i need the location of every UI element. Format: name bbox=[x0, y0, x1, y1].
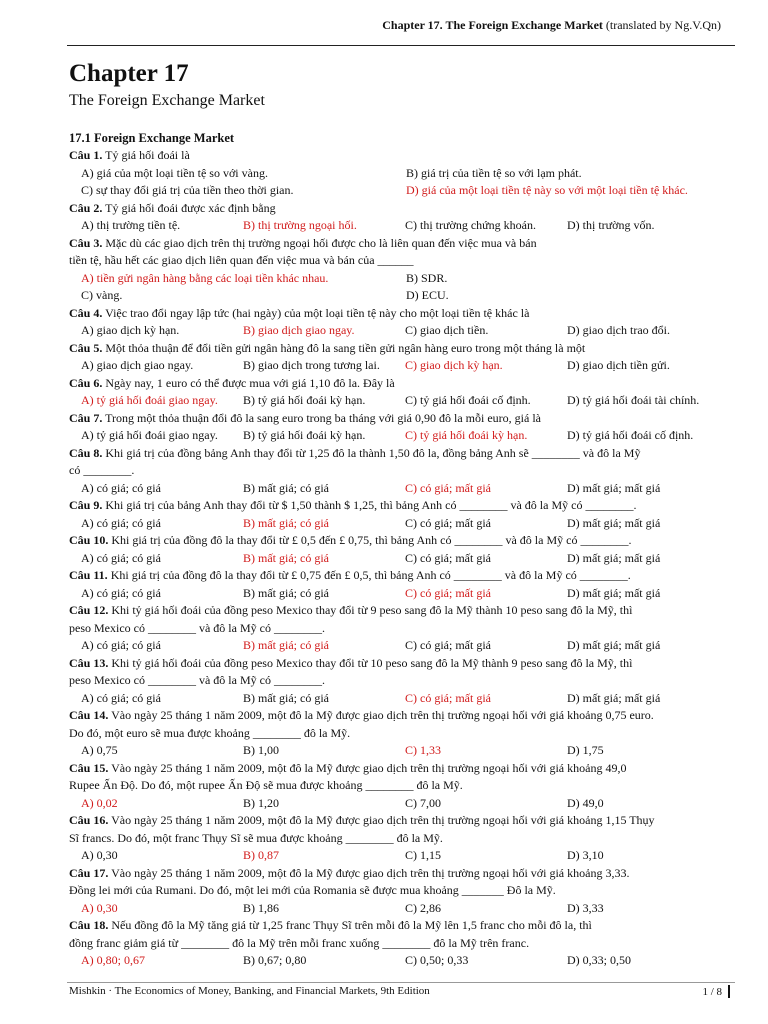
answer-option: B) mất giá; có giá bbox=[243, 480, 329, 495]
footer-rule bbox=[67, 982, 735, 983]
question-text: Khi giá trị của bảng Anh thay đổi từ $ 1,50 thành $ 1,25, thì bảng Anh có ________ và đô la Mỹ có ________. bbox=[105, 498, 637, 512]
question-stem bbox=[69, 410, 739, 428]
question-block bbox=[69, 865, 739, 918]
question-text-continued: peso Mexico có ________ và đô la Mỹ có ________. bbox=[69, 620, 325, 635]
answer-option-correct: C) có giá; mất giá bbox=[405, 480, 491, 495]
answer-option-correct: A) tiền gửi ngân hàng bằng các loại tiền khác nhau. bbox=[81, 270, 329, 285]
question-stem bbox=[69, 147, 739, 165]
answer-option: D) ECU. bbox=[406, 288, 449, 302]
question-stem bbox=[69, 655, 739, 673]
page-number: 1 / 8 bbox=[702, 985, 722, 998]
question-label: Câu 16. bbox=[69, 813, 109, 827]
question-label: Câu 15. bbox=[69, 760, 109, 775]
answer-option: D) mất giá; mất giá bbox=[567, 690, 661, 705]
running-header bbox=[382, 18, 721, 33]
question-block bbox=[69, 655, 739, 708]
answer-options bbox=[69, 270, 739, 305]
question-block bbox=[69, 200, 739, 235]
question-block bbox=[69, 532, 739, 567]
footer-book-title: Mishkin · The Economics of Money, Banking, and Financial Markets, 9th Edition bbox=[69, 985, 430, 997]
section-heading: 17.1 Foreign Exchange Market bbox=[69, 131, 235, 145]
answer-options bbox=[69, 392, 739, 410]
answer-options bbox=[69, 900, 739, 918]
question-stem bbox=[69, 532, 739, 550]
answer-options bbox=[69, 847, 739, 865]
question-block bbox=[69, 410, 739, 445]
answer-option-correct: A) 0,80; 0,67 bbox=[81, 953, 145, 967]
question-stem bbox=[69, 200, 739, 218]
question-label: Câu 2. bbox=[69, 200, 103, 215]
question-label: Câu 9. bbox=[69, 498, 103, 512]
answer-option: D) tỷ giá hối đoái cố định. bbox=[567, 428, 694, 442]
question-text: Tỷ giá hối đoái là bbox=[105, 148, 190, 162]
answer-option: C) 0,50; 0,33 bbox=[405, 953, 469, 967]
answer-options bbox=[69, 585, 739, 603]
answer-option: C) thị trường chứng khoán. bbox=[405, 218, 537, 232]
answer-option: B) tỷ giá hối đoái kỳ hạn. bbox=[243, 428, 366, 442]
question-label: Câu 11. bbox=[69, 568, 108, 582]
question-text: Nếu đồng đô la Mỹ tăng giá từ 1,25 franc Thụy Sĩ trên mỗi đô la Mỹ lên 1,5 franc cho mỗi đô la, thì bbox=[111, 918, 592, 932]
question-block bbox=[69, 567, 739, 602]
answer-option: C) sự thay đổi giá trị của tiền theo thời gian. bbox=[81, 183, 294, 197]
question-text: Vào ngày 25 tháng 1 năm 2009, một đô la Mỹ được giao dịch trên thị trường ngoại hối với giá khoảng 49,0 bbox=[111, 760, 627, 775]
question-label: Câu 13. bbox=[69, 655, 109, 670]
question-block bbox=[69, 602, 739, 655]
answer-option: C) có giá; mất giá bbox=[405, 638, 491, 652]
question-stem bbox=[69, 497, 739, 515]
question-text: Trong một thỏa thuận đổi đô la sang euro trong ba tháng với giá 0,90 đô la mỗi euro, giá là bbox=[105, 410, 541, 425]
question-label: Câu 5. bbox=[69, 340, 103, 355]
answer-option: A) 0,75 bbox=[81, 743, 118, 757]
question-label: Câu 7. bbox=[69, 410, 103, 425]
answer-option: D) mất giá; mất giá bbox=[567, 480, 661, 495]
answer-option: B) 1,86 bbox=[243, 900, 279, 915]
footer-page bbox=[702, 985, 730, 998]
answer-option: B) mất giá; có giá bbox=[243, 690, 329, 705]
question-text-continued: Do đó, một euro sẽ mua được khoảng ________ đô la Mỹ. bbox=[69, 725, 351, 740]
answer-options bbox=[69, 165, 739, 200]
answer-option: C) 1,15 bbox=[405, 848, 441, 862]
question-label: Câu 1. bbox=[69, 148, 103, 162]
question-stem bbox=[69, 375, 739, 393]
answer-option: C) giao dịch tiền. bbox=[405, 323, 489, 337]
answer-option: A) có giá; có giá bbox=[81, 515, 161, 530]
chapter-number: Chapter 17 bbox=[69, 60, 189, 87]
answer-options bbox=[69, 322, 739, 340]
answer-option: A) tỷ giá hối đoái giao ngay. bbox=[81, 428, 218, 442]
answer-option: D) mất giá; mất giá bbox=[567, 515, 661, 530]
question-text-continued: đồng franc giảm giá từ ________ đô la Mỹ trên mỗi franc xuống ________ đô la Mỹ trên franc. bbox=[69, 935, 530, 950]
question-block bbox=[69, 917, 739, 970]
question-label: Câu 18. bbox=[69, 918, 109, 932]
question-text: Vào ngày 25 tháng 1 năm 2009, một đô la Mỹ được giao dịch trên thị trường ngoại hối với giá khoảng 0,75 euro. bbox=[111, 708, 654, 722]
question-text-continued: Rupee Ấn Độ. Do đó, một rupee Ấn Độ sẽ mua được khoảng ________ đô la Mỹ. bbox=[69, 778, 463, 792]
question-text: Vào ngày 25 tháng 1 năm 2009, một đô la Mỹ được giao dịch trên thị trường ngoại hối với giá khoảng 1,15 Thụy bbox=[111, 813, 655, 827]
answer-option: D) giao dịch trao đổi. bbox=[567, 323, 670, 337]
answer-option: A) giao dịch giao ngay. bbox=[81, 358, 194, 372]
answer-option: D) 3,10 bbox=[567, 848, 604, 862]
chapter-title: The Foreign Exchange Market bbox=[69, 92, 265, 109]
answer-option: D) mất giá; mất giá bbox=[567, 638, 661, 652]
question-block bbox=[69, 812, 739, 865]
question-text: Vào ngày 25 tháng 1 năm 2009, một đô la Mỹ được giao dịch trên thị trường ngoại hối với giá khoảng 3,33. bbox=[111, 865, 630, 880]
question-stem bbox=[69, 305, 739, 323]
answer-option: A) có giá; có giá bbox=[81, 550, 161, 565]
answer-option-correct: B) 0,87 bbox=[243, 848, 279, 862]
header-rule bbox=[67, 45, 735, 46]
question-block bbox=[69, 147, 739, 200]
answer-option: B) 0,67; 0,80 bbox=[243, 953, 307, 967]
answer-option-correct: C) tỷ giá hối đoái kỳ hạn. bbox=[405, 428, 528, 442]
question-text: Khi tỷ giá hối đoái của đồng peso Mexico thay đổi từ 10 peso sang đô la Mỹ thành 9 peso sang đô la Mỹ, thì bbox=[111, 655, 633, 670]
answer-option: A) có giá; có giá bbox=[81, 585, 161, 600]
answer-option: D) giao dịch tiền gửi. bbox=[567, 358, 670, 372]
answer-option: A) có giá; có giá bbox=[81, 480, 161, 495]
answer-option: C) tỷ giá hối đoái cố định. bbox=[405, 393, 531, 407]
answer-option: C) vàng. bbox=[81, 288, 123, 302]
question-list bbox=[69, 147, 739, 970]
question-text-continued: có ________. bbox=[69, 463, 135, 477]
question-text-continued: peso Mexico có ________ và đô la Mỹ có ________. bbox=[69, 673, 325, 687]
answer-option: D) thị trường vốn. bbox=[567, 218, 655, 232]
answer-option: D) mất giá; mất giá bbox=[567, 585, 661, 600]
question-stem bbox=[69, 812, 739, 830]
question-block bbox=[69, 707, 739, 760]
question-block bbox=[69, 445, 739, 498]
question-block bbox=[69, 305, 739, 340]
question-label: Câu 4. bbox=[69, 305, 103, 320]
question-label: Câu 3. bbox=[69, 235, 103, 250]
question-label: Câu 6. bbox=[69, 375, 103, 390]
question-text-continued: Đồng lei mới của Rumani. Do đó, một lei mới của Romania sẽ được mua khoảng _______ Đô la Mỹ. bbox=[69, 883, 556, 897]
answer-options bbox=[69, 550, 739, 568]
answer-options bbox=[69, 637, 739, 655]
question-text: Khi giá trị của đồng đô la thay đổi từ £ 0,75 đến £ 0,5, thì bảng Anh có ________ và đô la Mỹ có ________. bbox=[110, 568, 631, 582]
answer-options bbox=[69, 795, 739, 813]
question-text-continued: tiền tệ, hầu hết các giao dịch liên quan đến việc mua và bán của ______ bbox=[69, 253, 414, 267]
answer-option: B) tỷ giá hối đoái kỳ hạn. bbox=[243, 393, 366, 407]
question-stem bbox=[69, 340, 739, 358]
answer-option: C) có giá; mất giá bbox=[405, 515, 491, 530]
question-text: Khi tỷ giá hối đoái của đồng peso Mexico thay đổi từ 9 peso sang đô la Mỹ thành 10 peso sang đô la Mỹ, thì bbox=[111, 603, 633, 617]
answer-option: D) tỷ giá hối đoái tài chính. bbox=[567, 393, 700, 407]
question-text: Việc trao đổi ngay lập tức (hai ngày) của một loại tiền tệ này cho một loại tiền tệ khác là bbox=[105, 305, 530, 320]
answer-option: D) 1,75 bbox=[567, 743, 604, 757]
question-block bbox=[69, 235, 739, 305]
answer-option: B) giá trị của tiền tệ so với lạm phát. bbox=[406, 165, 582, 180]
question-text: Một thỏa thuận để đổi tiền gửi ngân hàng đô la sang tiền gửi ngân hàng euro trong một tháng là một bbox=[105, 340, 586, 355]
running-header-title: Chapter 17. The Foreign Exchange Market bbox=[382, 18, 603, 32]
answer-option: B) mất giá; có giá bbox=[243, 585, 329, 600]
question-label: Câu 14. bbox=[69, 708, 109, 722]
answer-option: A) thị trường tiền tệ. bbox=[81, 218, 181, 232]
answer-options bbox=[69, 952, 739, 970]
question-text: Khi giá trị của đồng bảng Anh thay đổi từ 1,25 đô la thành 1,50 đô la, đồng bảng Anh sẽ ________ và đô la Mỹ bbox=[105, 445, 641, 460]
question-stem bbox=[69, 707, 739, 725]
answer-option-correct: C) có giá; mất giá bbox=[405, 690, 491, 705]
answer-option: B) SDR. bbox=[406, 270, 448, 285]
answer-options bbox=[69, 427, 739, 445]
question-text: Tỷ giá hối đoái được xác định bằng bbox=[105, 200, 276, 215]
answer-option-correct: C) có giá; mất giá bbox=[405, 585, 491, 600]
question-text: Ngày nay, 1 euro có thể được mua với giá 1,10 đô la. Đây là bbox=[105, 375, 395, 390]
question-stem bbox=[69, 917, 739, 935]
question-block bbox=[69, 375, 739, 410]
question-stem bbox=[69, 602, 739, 620]
answer-option: C) có giá; mất giá bbox=[405, 550, 491, 565]
answer-option-correct: A) tỷ giá hối đoái giao ngay. bbox=[81, 393, 218, 407]
running-header-translator: (translated by Ng.V.Qn) bbox=[605, 18, 721, 32]
answer-option: A) giao dịch kỳ hạn. bbox=[81, 323, 180, 337]
answer-option-correct: B) mất giá; có giá bbox=[243, 550, 329, 565]
question-label: Câu 8. bbox=[69, 445, 103, 460]
answer-options bbox=[69, 480, 739, 498]
question-label: Câu 17. bbox=[69, 865, 109, 880]
answer-option-correct: B) mất giá; có giá bbox=[243, 638, 329, 652]
answer-option-correct: A) 0,02 bbox=[81, 795, 118, 810]
answer-option: B) giao dịch trong tương lai. bbox=[243, 358, 380, 372]
question-text-continued: Sĩ francs. Do đó, một franc Thụy Sĩ sẽ mua được khoảng ________ đô la Mỹ. bbox=[69, 830, 443, 845]
answer-option-correct: B) giao dịch giao ngay. bbox=[243, 323, 355, 337]
page-marker bbox=[728, 985, 730, 998]
answer-option: C) 7,00 bbox=[405, 795, 441, 810]
answer-option-correct: B) mất giá; có giá bbox=[243, 515, 329, 530]
answer-option: C) 2,86 bbox=[405, 900, 441, 915]
question-block bbox=[69, 497, 739, 532]
answer-option: B) 1,00 bbox=[243, 743, 279, 757]
answer-options bbox=[69, 217, 739, 235]
question-stem bbox=[69, 235, 739, 253]
answer-option: A) có giá; có giá bbox=[81, 690, 161, 705]
answer-option: D) 49,0 bbox=[567, 795, 604, 810]
answer-options bbox=[69, 357, 739, 375]
question-stem bbox=[69, 445, 739, 463]
answer-option: D) 0,33; 0,50 bbox=[567, 953, 631, 967]
question-block bbox=[69, 340, 739, 375]
question-block bbox=[69, 760, 739, 813]
question-stem bbox=[69, 567, 739, 585]
question-stem bbox=[69, 760, 739, 778]
answer-option: A) giá của một loại tiền tệ so với vàng. bbox=[81, 165, 268, 180]
question-label: Câu 12. bbox=[69, 603, 109, 617]
answer-option: A) 0,30 bbox=[81, 848, 118, 862]
answer-option-correct: C) giao dịch kỳ hạn. bbox=[405, 358, 503, 372]
answer-option: B) 1,20 bbox=[243, 795, 279, 810]
question-text: Mặc dù các giao dịch trên thị trường ngoại hối được cho là liên quan đến việc mua và bán bbox=[105, 235, 537, 250]
answer-option: D) 3,33 bbox=[567, 900, 604, 915]
answer-option-correct: D) giá của một loại tiền tệ này so với một loại tiền tệ khác. bbox=[406, 183, 688, 197]
answer-options bbox=[69, 515, 739, 533]
question-stem bbox=[69, 865, 739, 883]
answer-options bbox=[69, 742, 739, 760]
answer-option: D) mất giá; mất giá bbox=[567, 550, 661, 565]
question-text: Khi giá trị của đồng đô la thay đổi từ £ 0,5 đến £ 0,75, thì bảng Anh có ________ và đô la Mỹ có ________. bbox=[111, 533, 632, 547]
answer-option-correct: C) 1,33 bbox=[405, 743, 441, 757]
answer-option-correct: A) 0,30 bbox=[81, 900, 118, 915]
answer-options bbox=[69, 690, 739, 708]
answer-option-correct: B) thị trường ngoại hối. bbox=[243, 218, 357, 232]
answer-option: A) có giá; có giá bbox=[81, 638, 161, 652]
question-label: Câu 10. bbox=[69, 533, 109, 547]
